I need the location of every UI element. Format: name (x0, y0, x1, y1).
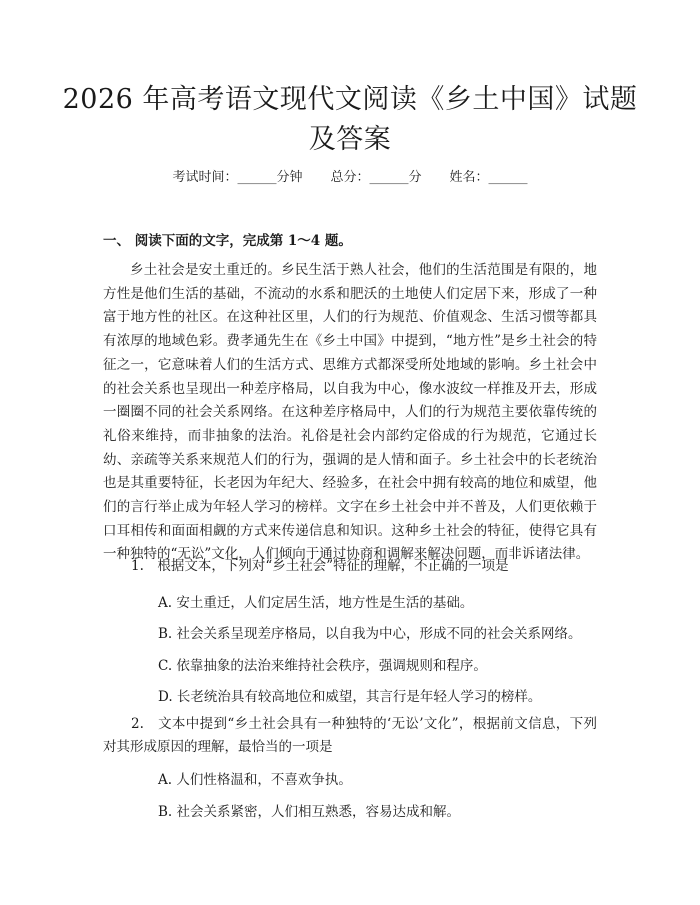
exam-time-label: 考试时间：______分钟 (172, 170, 303, 185)
total-score-label: 总分：______分 (330, 170, 422, 185)
question-1-stem: 1. 根据文本，下列对“乡土社会”特征的理解，不正确的一项是 (131, 558, 509, 574)
section-heading: 一、 阅读下面的文字，完成第 1～4 题。 (103, 233, 352, 249)
name-label: 姓名：______ (449, 170, 528, 185)
question-1-option-b: B. 社会关系呈现差序格局，以自我为中心，形成不同的社会关系网络。 (158, 626, 582, 642)
reading-passage: 乡土社会是安土重迁的。乡民生活于熟人社会，他们的生活范围是有限的，地方性是他们生活的基础，不流动的水系和肥沃的土地使人们定居下来，形成了一种富于地方性的社区。在这种社区里，人们的行为规范、价值观念、生活习惯等都具有浓厚的地域色彩。费孝通先生在《乡土中国》中提到，“地方性”是乡土社会的特征之一，它意味着人们的生活方式、思维方式都深受所处地域的影响。乡土社会中的社会关系也呈现出一种差序格局，以自我为中心，像水波纹一样推及开去，形成一圈圈不同的社会关系网络。在这种差序格局中，人们的行为规范主要依靠传统的礼俗来维持，而非抽象的法治。礼俗是社会内部约定俗成的行为规范，它通过长幼、亲疏等关系来规范人们的行为，强调的是人情和面子。乡土社会中的长老统治也是其重要特征，长老因为年纪大、经验多，在社会中拥有较高的地位和威望，他们的言行举止成为年轻人学习的榜样。文字在乡土社会中并不普及，人们更依赖于口耳相传和面面相觑的方式来传递信息和知识。这种乡土社会的特征，使得它具有一种独特的“无讼”文化，人们倾向于通过协商和调解来解决问题，而非诉诸法律。 (103, 262, 597, 563)
exam-meta (0, 168, 700, 188)
question-1-option-a: A. 安土重迁，人们定居生活，地方性是生活的基础。 (158, 595, 474, 611)
question-2-stem: 2. 文本中提到“乡土社会具有一种独特的‘无讼’文化”，根据前文信息，下列对其形成原因的理解，最恰当的一项是 (103, 716, 597, 755)
question-1-option-c: C. 依靠抽象的法治来维持社会秩序，强调规则和程序。 (158, 658, 487, 674)
question-1-option-d: D. 长老统治具有较高地位和威望，其言行是年轻人学习的榜样。 (158, 689, 542, 705)
page-title: 2026 年高考语文现代文阅读《乡土中国》试题及答案 (62, 84, 638, 155)
question-2-option-a: A. 人们性格温和，不喜欢争执。 (158, 772, 352, 788)
question-2-option-b: B. 社会关系紧密，人们相互熟悉，容易达成和解。 (158, 804, 461, 820)
